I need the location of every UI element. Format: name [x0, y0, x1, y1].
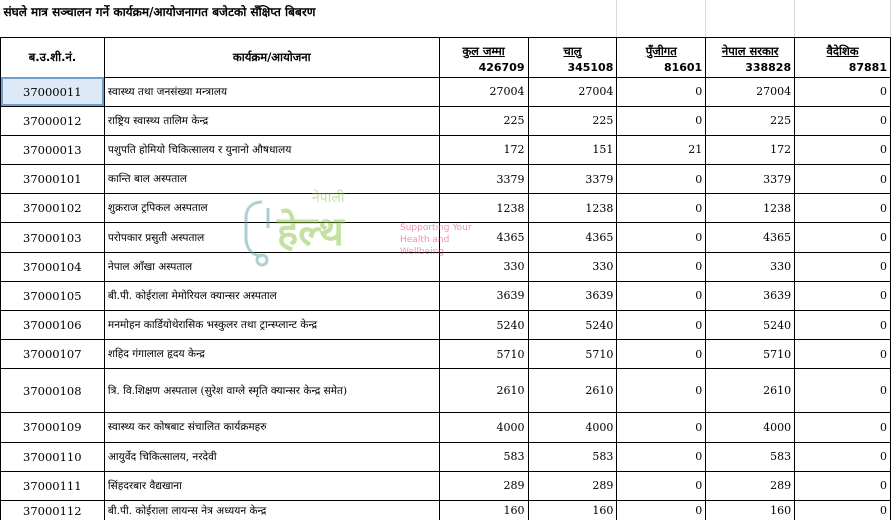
current-cell[interactable]: 5240 [528, 311, 617, 340]
program-name-cell[interactable]: स्वास्थ्य कर कोषबाट संचालित कार्यक्रमहरु [104, 413, 439, 442]
total-cell[interactable]: 289 [439, 471, 528, 500]
total-nepal-govt[interactable]: 338828 [706, 59, 795, 77]
capital-cell[interactable]: 0 [617, 223, 706, 252]
total-current[interactable]: 345108 [528, 59, 617, 77]
nepal-govt-cell[interactable]: 330 [706, 252, 795, 281]
code-cell[interactable]: 37000108 [1, 369, 105, 413]
nepal-govt-cell[interactable]: 172 [706, 135, 795, 164]
foreign-cell[interactable]: 0 [795, 252, 891, 281]
program-name-cell[interactable]: पशुपति होमियो चिकित्सालय र युनानो औषधालय [104, 135, 439, 164]
table-row [1, 340, 891, 369]
header-foreign[interactable]: वैदेशिक [795, 37, 891, 59]
total-cell[interactable]: 5240 [439, 311, 528, 340]
foreign-cell[interactable]: 0 [795, 500, 891, 520]
foreign-cell[interactable]: 0 [795, 413, 891, 442]
table-body [1, 77, 891, 520]
foreign-cell[interactable]: 0 [795, 311, 891, 340]
current-cell[interactable]: 160 [528, 500, 617, 520]
table-row [1, 442, 891, 471]
total-sum[interactable]: 426709 [439, 59, 528, 77]
program-name-cell[interactable]: आयुर्वेद चिकित्सालय, नरदेवी [104, 442, 439, 471]
current-cell[interactable]: 3379 [528, 165, 617, 194]
program-name-cell[interactable]: राष्ट्रिय स्वास्थ्य तालिम केन्द्र [104, 106, 439, 135]
capital-cell[interactable]: 0 [617, 442, 706, 471]
table-row [1, 77, 891, 106]
total-cell[interactable]: 3639 [439, 281, 528, 310]
table-row [1, 471, 891, 500]
total-cell[interactable]: 2610 [439, 369, 528, 413]
code-cell[interactable]: 37000101 [1, 165, 105, 194]
table-row [1, 252, 891, 281]
table-row [1, 165, 891, 194]
program-name-cell[interactable]: कान्ति बाल अस्पताल [104, 165, 439, 194]
foreign-cell[interactable]: 0 [795, 471, 891, 500]
total-cell[interactable]: 1238 [439, 194, 528, 223]
capital-cell[interactable]: 0 [617, 311, 706, 340]
code-cell[interactable]: 37000111 [1, 471, 105, 500]
capital-cell[interactable]: 0 [617, 471, 706, 500]
header-code[interactable]: ब.उ.शी.नं. [1, 37, 105, 77]
program-name-cell[interactable]: सिंहदरबार वैद्यखाना [104, 471, 439, 500]
code-cell[interactable]: 37000109 [1, 413, 105, 442]
program-name-cell[interactable]: परोपकार प्रसुती अस्पताल [104, 223, 439, 252]
foreign-cell[interactable]: 0 [795, 442, 891, 471]
table-row [1, 311, 891, 340]
foreign-cell[interactable]: 0 [795, 165, 891, 194]
nepal-govt-cell[interactable]: 5710 [706, 340, 795, 369]
total-cell[interactable]: 583 [439, 442, 528, 471]
table-row [1, 106, 891, 135]
current-cell[interactable]: 4365 [528, 223, 617, 252]
code-cell[interactable]: 37000112 [1, 500, 105, 520]
foreign-cell[interactable]: 0 [795, 281, 891, 310]
current-cell[interactable]: 3639 [528, 281, 617, 310]
current-cell[interactable]: 5710 [528, 340, 617, 369]
code-cell[interactable]: 37000107 [1, 340, 105, 369]
total-cell[interactable]: 225 [439, 106, 528, 135]
current-cell[interactable]: 289 [528, 471, 617, 500]
header-current[interactable]: चालु [528, 37, 617, 59]
capital-cell[interactable]: 0 [617, 340, 706, 369]
foreign-cell[interactable]: 0 [795, 77, 891, 106]
code-cell[interactable]: 37000103 [1, 223, 105, 252]
code-cell[interactable]: 37000104 [1, 252, 105, 281]
nepal-govt-cell[interactable]: 3379 [706, 165, 795, 194]
current-cell[interactable]: 151 [528, 135, 617, 164]
nepal-govt-cell[interactable]: 2610 [706, 369, 795, 413]
total-cell[interactable]: 4365 [439, 223, 528, 252]
current-cell[interactable]: 4000 [528, 413, 617, 442]
table-row [1, 281, 891, 310]
code-cell[interactable]: 37000012 [1, 106, 105, 135]
nepal-govt-cell[interactable]: 1238 [706, 194, 795, 223]
empty-cell[interactable] [528, 0, 617, 37]
program-name-cell[interactable]: स्वास्थ्य तथा जनसंख्या मन्त्रालय [104, 77, 439, 106]
foreign-cell[interactable]: 0 [795, 223, 891, 252]
foreign-cell[interactable]: 0 [795, 135, 891, 164]
current-cell[interactable]: 225 [528, 106, 617, 135]
empty-cell[interactable] [795, 0, 891, 37]
nepal-govt-cell[interactable]: 27004 [706, 77, 795, 106]
total-cell[interactable]: 3379 [439, 165, 528, 194]
table-row [1, 223, 891, 252]
code-cell[interactable]: 37000110 [1, 442, 105, 471]
current-cell[interactable]: 2610 [528, 369, 617, 413]
watermark-brand-main: हेल्थ [277, 209, 344, 255]
nepal-govt-cell[interactable]: 5240 [706, 311, 795, 340]
nepal-govt-cell[interactable]: 583 [706, 442, 795, 471]
current-cell[interactable]: 27004 [528, 77, 617, 106]
table-row [1, 413, 891, 442]
nepal-govt-cell[interactable]: 3639 [706, 281, 795, 310]
total-capital[interactable]: 81601 [617, 59, 706, 77]
header-total[interactable]: कुल जम्मा [439, 37, 528, 59]
program-name-cell[interactable]: शहिद गंगालाल हृदय केन्द्र [104, 340, 439, 369]
nepal-govt-cell[interactable]: 289 [706, 471, 795, 500]
foreign-cell[interactable]: 0 [795, 340, 891, 369]
capital-cell[interactable]: 0 [617, 369, 706, 413]
total-cell[interactable]: 4000 [439, 413, 528, 442]
code-cell[interactable]: 37000106 [1, 311, 105, 340]
nepal-govt-cell[interactable]: 4000 [706, 413, 795, 442]
capital-cell[interactable]: 0 [617, 106, 706, 135]
current-cell[interactable]: 1238 [528, 194, 617, 223]
foreign-cell[interactable]: 0 [795, 369, 891, 413]
total-cell[interactable]: 172 [439, 135, 528, 164]
program-name-cell[interactable]: बी.पी. कोईराला लायन्स नेत्र अध्ययन केन्द्र [104, 500, 439, 520]
sheet-title: संघले मात्र सञ्चालन गर्ने कार्यक्रम/आयोजनागत बजेटको सँक्षिप्त बिबरण [1, 0, 529, 37]
current-cell[interactable]: 330 [528, 252, 617, 281]
program-name-cell[interactable]: बी.पी. कोईराला मेमोरियल क्यान्सर अस्पताल [104, 281, 439, 310]
current-cell[interactable]: 583 [528, 442, 617, 471]
table-row [1, 369, 891, 413]
capital-cell[interactable]: 0 [617, 194, 706, 223]
capital-cell[interactable]: 0 [617, 413, 706, 442]
watermark-brand-top: नेपाली [312, 190, 345, 206]
nepal-govt-cell[interactable]: 160 [706, 500, 795, 520]
table-row [1, 500, 891, 520]
total-cell[interactable]: 160 [439, 500, 528, 520]
watermark-tagline-2: Health and Wellbeing [400, 235, 450, 257]
program-name-cell[interactable]: नेपाल आँखा अस्पताल [104, 252, 439, 281]
empty-cell[interactable] [706, 0, 795, 37]
total-cell[interactable]: 5710 [439, 340, 528, 369]
empty-cell[interactable] [617, 0, 706, 37]
header-nepal-govt[interactable]: नेपाल सरकार [706, 37, 795, 59]
watermark-tagline-1: Supporting Your [400, 223, 472, 233]
nepal-govt-cell[interactable]: 4365 [706, 223, 795, 252]
capital-cell[interactable]: 0 [617, 281, 706, 310]
header-capital[interactable]: पुँजीगत [617, 37, 706, 59]
program-name-cell[interactable]: त्रि. वि.शिक्षण अस्पताल (सुरेश वाग्ले स्मृति क्यान्सर केन्द्र समेत) [104, 369, 439, 413]
capital-cell[interactable]: 0 [617, 252, 706, 281]
program-name-cell[interactable]: शुक्रराज ट्रपिकल अस्पताल [104, 194, 439, 223]
capital-cell[interactable]: 21 [617, 135, 706, 164]
table-row [1, 194, 891, 223]
foreign-cell[interactable]: 0 [795, 194, 891, 223]
code-cell[interactable]: 37000105 [1, 281, 105, 310]
code-cell[interactable]: 37000013 [1, 135, 105, 164]
nepal-govt-cell[interactable]: 225 [706, 106, 795, 135]
table-row [1, 135, 891, 164]
foreign-cell[interactable]: 0 [795, 106, 891, 135]
capital-cell[interactable]: 0 [617, 77, 706, 106]
capital-cell[interactable]: 0 [617, 165, 706, 194]
header-name[interactable]: कार्यक्रम/आयोजना [104, 37, 439, 77]
program-name-cell[interactable]: मनमोहन कार्डियोथेरासिक भस्कुलर तथा ट्रान्स्प्लान्ट केन्द्र [104, 311, 439, 340]
total-cell[interactable]: 27004 [439, 77, 528, 106]
code-cell[interactable]: 37000011 [1, 77, 105, 106]
capital-cell[interactable]: 0 [617, 500, 706, 520]
total-foreign[interactable]: 87881 [795, 59, 891, 77]
total-cell[interactable]: 330 [439, 252, 528, 281]
code-cell[interactable]: 37000102 [1, 194, 105, 223]
